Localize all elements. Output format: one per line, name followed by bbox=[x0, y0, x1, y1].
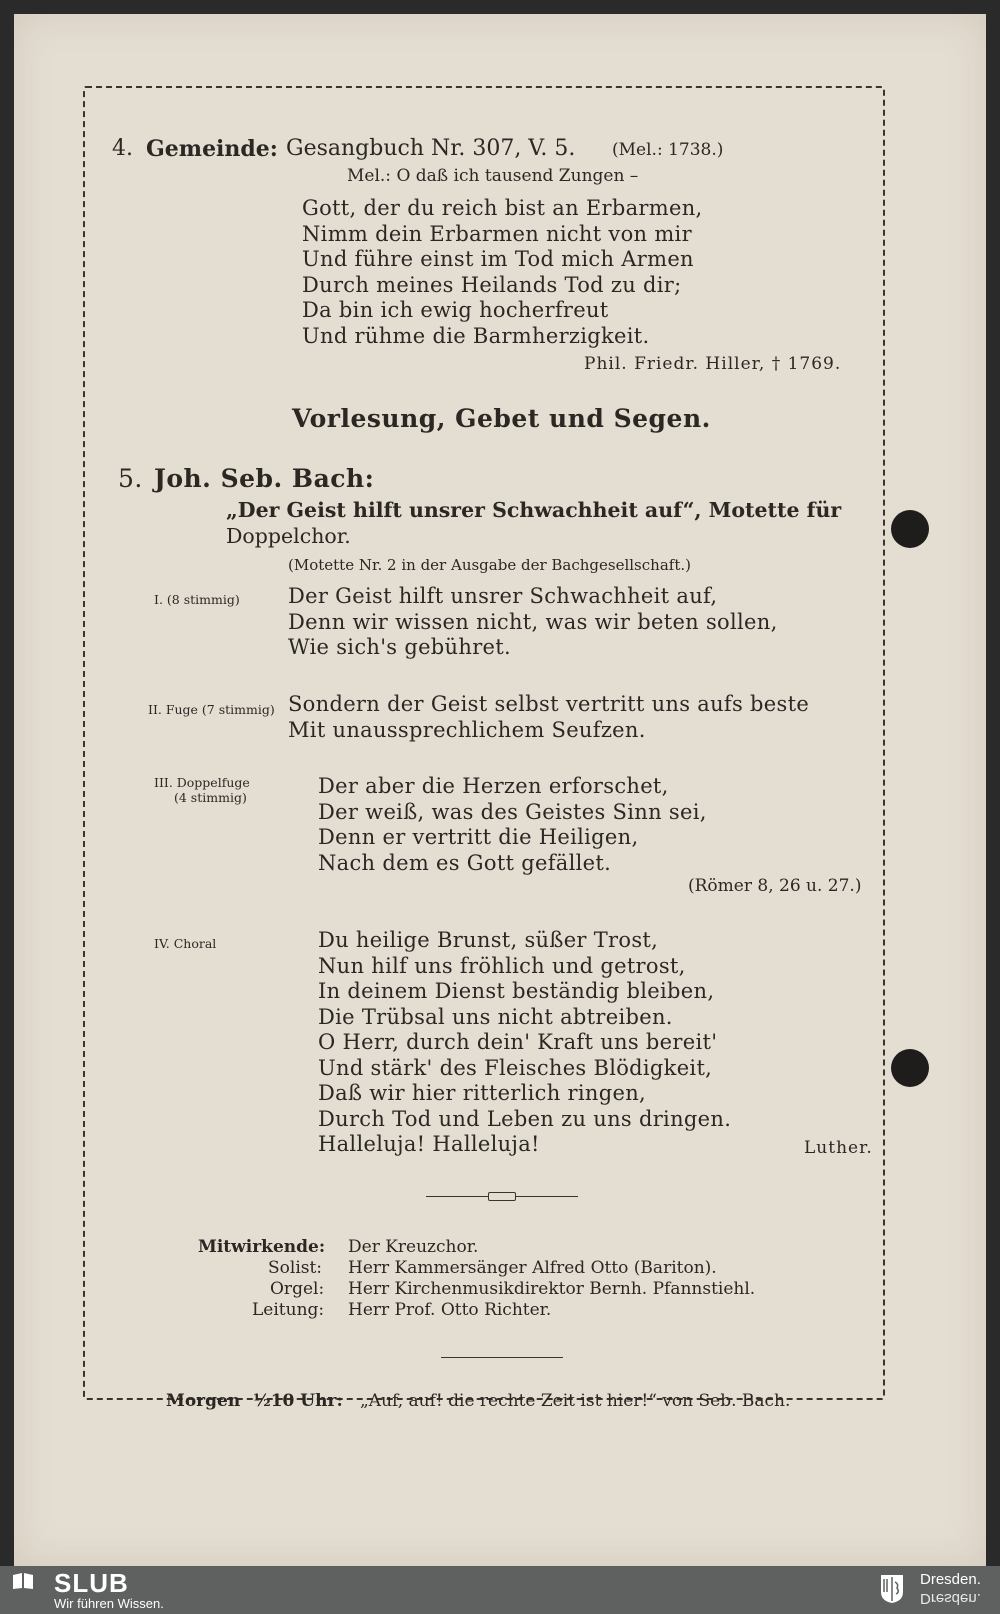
item5-composer: Joh. Seb. Bach: bbox=[154, 464, 375, 493]
tomorrow-time: ½10 Uhr: bbox=[253, 1391, 343, 1411]
section-title: Vorlesung, Gebet und Segen. bbox=[292, 404, 711, 433]
credit-label: Solist: bbox=[268, 1258, 323, 1278]
item4-melody-year: (Mel.: 1738.) bbox=[612, 140, 724, 160]
footer-city: Dresden. bbox=[920, 1571, 981, 1588]
verse-line: O Herr, durch dein' Kraft uns bereit' bbox=[318, 1030, 718, 1054]
footer-bar bbox=[0, 1566, 1000, 1614]
credit-label: Orgel: bbox=[270, 1279, 325, 1299]
coat-of-arms-icon bbox=[880, 1574, 904, 1604]
verse-line: Gott, der du reich bist an Erbarmen, bbox=[302, 196, 703, 220]
verse-line: Nach dem es Gott gefället. bbox=[318, 850, 612, 875]
verse-line: Die Trübsal uns nicht abtreiben. bbox=[318, 1004, 673, 1029]
item4-title: Gesangbuch Nr. 307, V. 5. bbox=[286, 136, 576, 161]
book-icon bbox=[12, 1572, 34, 1590]
tomorrow-text: „Auf, auf! die rechte Zeit ist hier!“ von Seb. Bach. bbox=[360, 1391, 791, 1411]
ornament-divider-right bbox=[516, 1196, 578, 1197]
item5-work-cont: Doppelchor. bbox=[226, 524, 351, 548]
punch-hole-bottom bbox=[891, 1049, 929, 1087]
item4-melody: Mel.: O daß ich tausend Zungen – bbox=[347, 166, 639, 186]
footer-brand[interactable]: SLUB bbox=[54, 1568, 129, 1598]
verse-line: Und stärk' des Fleisches Blödigkeit, bbox=[318, 1055, 713, 1080]
part-author: Luther. bbox=[804, 1138, 873, 1158]
verse-line: Sondern der Geist selbst vertritt uns aufs beste bbox=[288, 692, 810, 716]
part-label: I. (8 stimmig) bbox=[154, 592, 240, 607]
verse-line: Und führe einst im Tod mich Armen bbox=[302, 247, 694, 271]
ornament-divider-center bbox=[488, 1192, 516, 1201]
part-verse bbox=[318, 774, 707, 876]
item4-author: Phil. Friedr. Hiller, † 1769. bbox=[584, 354, 842, 374]
verse-line: Nun hilf uns fröhlich und getrost, bbox=[318, 953, 686, 978]
verse-line: Der weiß, was des Geistes Sinn sei, bbox=[318, 799, 707, 824]
verse-line: Denn er vertritt die Heiligen, bbox=[318, 825, 639, 849]
verse-line: Und rühme die Barmherzigkeit. bbox=[302, 323, 650, 348]
punch-hole-top bbox=[891, 510, 929, 548]
credit-label: Mitwirkende: bbox=[198, 1237, 326, 1257]
verse-line: Durch meines Heilands Tod zu dir; bbox=[302, 272, 682, 297]
part-label: III. Doppelfuge bbox=[154, 775, 250, 790]
item4-label: Gemeinde: bbox=[146, 136, 278, 162]
item5-number: 5. bbox=[118, 464, 143, 493]
part-label: IV. Choral bbox=[154, 936, 217, 951]
footer-tagline: Wir führen Wissen. bbox=[54, 1596, 164, 1611]
verse-line: Daß wir hier ritterlich ringen, bbox=[318, 1081, 646, 1105]
credit-value: Herr Prof. Otto Richter. bbox=[348, 1300, 552, 1320]
item5-work: „Der Geist hilft unsrer Schwachheit auf“, Motette für bbox=[226, 498, 842, 522]
footer-city-mirror: Dresden. bbox=[920, 1590, 981, 1607]
verse-line: Wie sich's gebühret. bbox=[288, 635, 511, 659]
item4-verse bbox=[302, 196, 703, 349]
part-verse bbox=[318, 928, 731, 1158]
verse-line: Da bin ich ewig hocherfreut bbox=[302, 298, 609, 322]
credit-value: Der Kreuzchor. bbox=[348, 1237, 479, 1257]
verse-line: Der aber die Herzen erforschet, bbox=[318, 774, 669, 798]
verse-line: Nimm dein Erbarmen nicht von mir bbox=[302, 221, 692, 246]
verse-line: In deinem Dienst beständig bleiben, bbox=[318, 979, 715, 1003]
verse-line: Der Geist hilft unsrer Schwachheit auf, bbox=[288, 584, 718, 608]
credit-value: Herr Kirchenmusikdirektor Bernh. Pfannstiehl. bbox=[348, 1279, 756, 1299]
part-source: (Römer 8, 26 u. 27.) bbox=[688, 876, 862, 896]
item5-note: (Motette Nr. 2 in der Ausgabe der Bachgesellschaft.) bbox=[288, 556, 691, 574]
verse-line: Durch Tod und Leben zu uns dringen. bbox=[318, 1106, 732, 1131]
item4-number: 4. bbox=[112, 136, 133, 161]
part-verse bbox=[288, 692, 809, 743]
tomorrow-label: Morgen bbox=[166, 1391, 241, 1411]
credits-divider bbox=[441, 1357, 563, 1358]
credit-label: Leitung: bbox=[252, 1300, 325, 1320]
part-verse bbox=[288, 584, 778, 661]
part-label: II. Fuge (7 stimmig) bbox=[148, 702, 275, 717]
verse-line: Du heilige Brunst, süßer Trost, bbox=[318, 928, 659, 952]
verse-line: Denn wir wissen nicht, was wir beten sollen, bbox=[288, 609, 778, 634]
part-label-voices: (4 stimmig) bbox=[174, 790, 247, 805]
verse-line: Halleluja! Halleluja! bbox=[318, 1132, 540, 1156]
credit-value: Herr Kammersänger Alfred Otto (Bariton). bbox=[348, 1258, 717, 1278]
verse-line: Mit unaussprechlichem Seufzen. bbox=[288, 717, 646, 742]
ornament-divider-left bbox=[426, 1196, 488, 1197]
